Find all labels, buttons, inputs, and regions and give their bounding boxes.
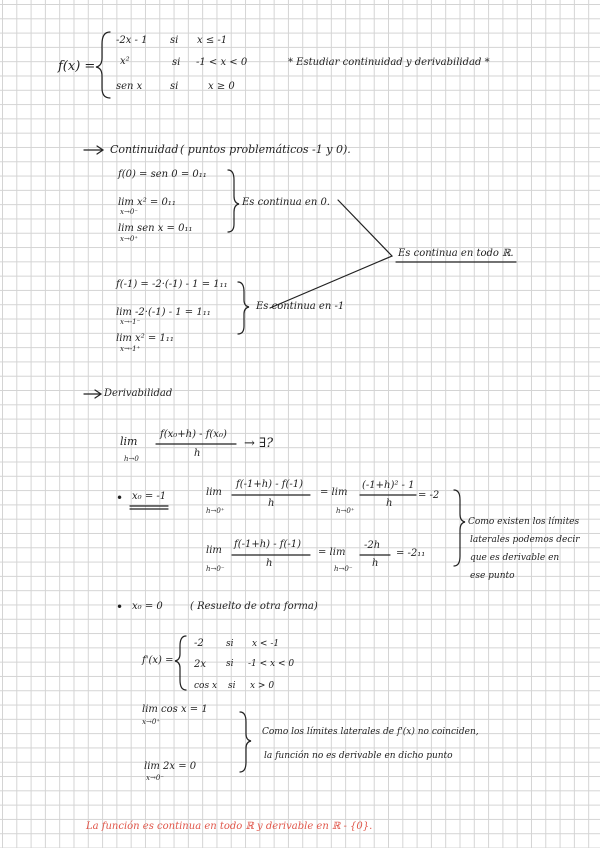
- case1-r1-mid: = lim: [320, 487, 348, 498]
- case1-label: x₀ = -1: [132, 491, 167, 502]
- case2-note: ( Resuelto de otra forma): [190, 601, 318, 612]
- def-num: f(x₀+h) - f(x₀): [160, 429, 227, 440]
- g1-l3-sub: x→-1⁺: [120, 345, 141, 353]
- case1-r2-res: = -2₁₁: [396, 548, 426, 559]
- g0-l3-sub: x→0⁺: [120, 235, 138, 243]
- continuidad-arrow: [84, 146, 103, 154]
- g1-l3: lim x² = 1₁₁: [116, 333, 174, 344]
- fp-row3-si: si: [228, 681, 236, 691]
- row1-cond: x ≤ -1: [197, 35, 228, 46]
- case1-bullet: •: [116, 491, 124, 505]
- g0-l1: f(0) = sen 0 = 0₁₁: [118, 169, 207, 180]
- g1-l1: f(-1) = -2·(-1) - 1 = 1₁₁: [116, 279, 228, 290]
- case1-r2-num: f(-1+h) - f(-1): [234, 539, 302, 550]
- case1-r2-num2: -2h: [364, 540, 381, 551]
- g1-l2-sub: x→-1⁻: [120, 318, 141, 326]
- derivabilidad-arrow: [84, 390, 101, 398]
- case1-note-3: que es derivable en: [470, 553, 560, 563]
- case1-r1-sub: h→0⁺: [206, 507, 225, 515]
- case1-r1-mid-sub: h→0⁺: [336, 507, 355, 515]
- fp-row1-si: si: [226, 639, 234, 649]
- row2-cond: -1 < x < 0: [196, 57, 248, 68]
- case1-r1-lim: lim: [206, 487, 222, 498]
- case1-r2-den2: h: [372, 558, 379, 569]
- g0-l2-sub: x→0⁻: [120, 208, 138, 216]
- def-den: h: [194, 448, 201, 459]
- case2-lim1-sub: x→0⁺: [142, 718, 160, 726]
- g0-l2: lim x² = 0₁₁: [118, 197, 176, 208]
- fp-row1-cond: x < -1: [252, 639, 280, 649]
- case2-label: x₀ = 0: [132, 601, 163, 612]
- row2-si: si: [172, 57, 181, 68]
- g0-conclusion: Es continua en 0.: [242, 197, 330, 208]
- case1-r1-den2: h: [386, 498, 393, 509]
- row1-expr: -2x - 1: [116, 35, 148, 46]
- brace-case2: [240, 712, 251, 772]
- case2-conclusion-1: Como los límites laterales de f'(x) no coinciden,: [262, 727, 479, 737]
- def-lim: lim: [120, 435, 138, 448]
- fp-row2-expr: 2x: [194, 659, 207, 670]
- brace-fprime: [175, 636, 186, 690]
- fp-row3-cond: x > 0: [250, 681, 275, 691]
- final-conclusion: La función es continua en todo ℝ y derivable en ℝ - {0}.: [86, 821, 373, 832]
- g0-l3: lim sen x = 0₁₁: [118, 223, 193, 234]
- row3-expr: sen x: [116, 81, 143, 92]
- def-sub: h→0: [124, 455, 139, 463]
- case1-note-1: Como existen los límites: [468, 517, 580, 527]
- brace-group0: [228, 170, 239, 232]
- row3-si: si: [170, 81, 179, 92]
- case1-r2-mid-sub: h→0⁻: [334, 565, 353, 573]
- fp-row1-expr: -2: [194, 638, 204, 649]
- case2-lim2: lim 2x = 0: [144, 761, 197, 772]
- fprime-lhs: f'(x) =: [142, 655, 174, 666]
- def-tail: → ∃?: [244, 436, 274, 451]
- fp-row2-cond: -1 < x < 0: [248, 659, 295, 669]
- case2-lim2-sub: x→0⁻: [146, 774, 164, 782]
- g1-conclusion: Es continua en -1: [256, 301, 345, 312]
- case1-r2-den: h: [266, 558, 273, 569]
- row1-si: si: [170, 35, 179, 46]
- case1-note-4: ese punto: [470, 571, 515, 581]
- brace-case1: [454, 490, 465, 566]
- case1-note-2: laterales podemos decir: [470, 535, 580, 545]
- case2-bullet: •: [116, 600, 124, 614]
- continuidad-note: ( puntos problemáticos -1 y 0).: [180, 143, 351, 156]
- continuidad-final: Es continua en todo ℝ.: [398, 248, 514, 259]
- task-statement: * Estudiar continuidad y derivabilidad *: [288, 57, 490, 68]
- case2-conclusion-2: la función no es derivable en dicho punto: [264, 751, 453, 761]
- case1-r1-den: h: [268, 498, 275, 509]
- row3-cond: x ≥ 0: [208, 81, 235, 92]
- case1-r2-lim: lim: [206, 545, 222, 556]
- g1-l2: lim -2·(-1) - 1 = 1₁₁: [116, 307, 211, 318]
- case2-lim1: lim cos x = 1: [142, 704, 208, 715]
- continuidad-heading: Continuidad: [110, 143, 179, 156]
- case1-r1-res: = -2: [418, 490, 440, 501]
- case1-r2-mid: = lim: [318, 547, 346, 558]
- case1-r2-sub: h→0⁻: [206, 565, 225, 573]
- fp-row3-expr: cos x: [194, 681, 218, 691]
- case1-r1-num: f(-1+h) - f(-1): [236, 479, 304, 490]
- converge-lines: [270, 200, 392, 308]
- fp-row2-si: si: [226, 659, 234, 669]
- fx-lhs: f(x) =: [58, 59, 96, 74]
- derivabilidad-heading: Derivabilidad: [104, 388, 173, 399]
- case1-r1-num2: (-1+h)² - 1: [362, 480, 415, 491]
- brace-group1: [238, 282, 249, 334]
- piecewise-brace: [96, 32, 110, 98]
- row2-expr: x²: [120, 56, 130, 67]
